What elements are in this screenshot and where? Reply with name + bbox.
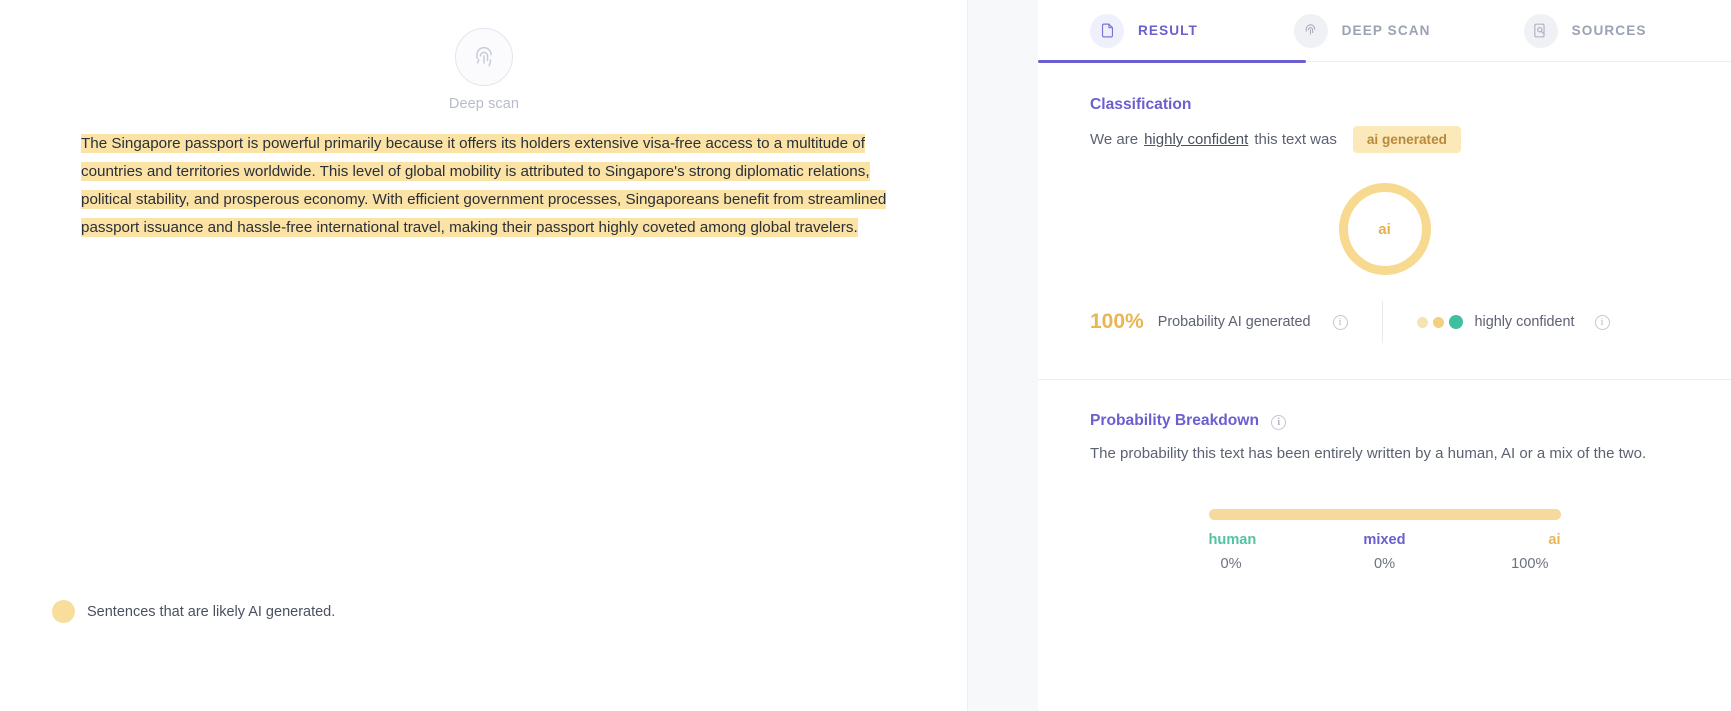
document-icon bbox=[1090, 14, 1124, 48]
breakdown-label-ai: ai bbox=[1548, 532, 1561, 548]
analyzed-text[interactable] bbox=[81, 130, 891, 242]
breakdown-item-ai bbox=[1481, 532, 1561, 572]
highlighted-sentence: The Singapore passport is powerful primarily because it offers its holders extensive visa-free access to a multitude of countries and territories worldwide. This level of global mobility is attributed to Singapore's strong diplomatic relations, political stability, and prosperous economy. With efficient government processes, Singaporeans benefit from streamlined passport issuance and hassle-free international travel, making their passport highly coveted among global travelers. bbox=[81, 135, 887, 236]
classification-title: Classification bbox=[1090, 96, 1192, 113]
legend bbox=[52, 600, 335, 623]
classification-section bbox=[1038, 62, 1731, 380]
confidence-dot-low bbox=[1417, 317, 1428, 328]
panel-gap bbox=[968, 0, 1038, 711]
probability-caption: Probability AI generated bbox=[1157, 314, 1311, 330]
deep-scan-label: Deep scan bbox=[448, 96, 520, 112]
legend-label: Sentences that are likely AI generated. bbox=[87, 603, 336, 620]
results-panel bbox=[1038, 0, 1731, 711]
probability-gauge bbox=[1339, 183, 1431, 275]
confidence-dot-medium bbox=[1433, 317, 1444, 328]
confidence-word: highly confident bbox=[1144, 131, 1249, 148]
breakdown-value-human: 0% bbox=[1220, 556, 1242, 572]
confidence-stat bbox=[1417, 314, 1610, 330]
tab-result[interactable] bbox=[1090, 0, 1294, 62]
classification-stats bbox=[1090, 301, 1679, 343]
classification-lead: We are bbox=[1090, 131, 1139, 148]
sources-search-icon bbox=[1524, 14, 1558, 48]
confidence-caption: highly confident bbox=[1474, 314, 1575, 330]
tab-result-label: RESULT bbox=[1138, 23, 1198, 38]
breakdown-labels-row bbox=[1090, 532, 1679, 572]
info-icon[interactable]: i bbox=[1333, 315, 1348, 330]
breakdown-item-human bbox=[1209, 532, 1289, 572]
probability-value: 100% bbox=[1090, 310, 1144, 333]
deep-scan-area[interactable] bbox=[0, 0, 968, 112]
breakdown-bar-segment-ai bbox=[1209, 509, 1561, 520]
confidence-dot-high bbox=[1449, 315, 1463, 329]
fingerprint-icon bbox=[1294, 14, 1328, 48]
breakdown-title: Probability Breakdown bbox=[1090, 412, 1259, 429]
info-icon[interactable]: i bbox=[1271, 415, 1286, 430]
breakdown-bar-wrap bbox=[1090, 509, 1679, 520]
tab-sources-label: SOURCES bbox=[1571, 23, 1647, 38]
classification-statement bbox=[1090, 126, 1679, 153]
breakdown-label-mixed: mixed bbox=[1363, 532, 1406, 548]
breakdown-value-ai: 100% bbox=[1511, 556, 1549, 572]
tab-deep-scan-label: DEEP SCAN bbox=[1341, 23, 1431, 38]
tab-deep-scan[interactable] bbox=[1294, 0, 1524, 62]
classification-middle: this text was bbox=[1254, 131, 1337, 148]
probability-gauge-wrap bbox=[1090, 183, 1679, 275]
tab-sources[interactable] bbox=[1524, 0, 1731, 62]
probability-stat bbox=[1090, 310, 1382, 334]
verdict-badge: ai generated bbox=[1353, 126, 1461, 153]
panel-divider bbox=[967, 0, 968, 711]
breakdown-item-mixed bbox=[1345, 532, 1425, 572]
gauge-label: ai bbox=[1378, 220, 1391, 238]
breakdown-title-row bbox=[1090, 412, 1679, 430]
confidence-dots bbox=[1417, 315, 1463, 329]
info-icon[interactable]: i bbox=[1595, 315, 1610, 330]
breakdown-label-human: human bbox=[1208, 532, 1257, 548]
probability-breakdown-section bbox=[1038, 380, 1731, 572]
legend-color-dot bbox=[52, 600, 75, 623]
stats-divider bbox=[1382, 301, 1383, 343]
breakdown-bar bbox=[1209, 509, 1561, 520]
breakdown-description: The probability this text has been entirely written by a human, AI or a mix of the two. bbox=[1090, 445, 1647, 462]
breakdown-value-mixed: 0% bbox=[1373, 556, 1396, 572]
fingerprint-icon[interactable] bbox=[455, 28, 513, 86]
results-tabs bbox=[1038, 0, 1731, 62]
